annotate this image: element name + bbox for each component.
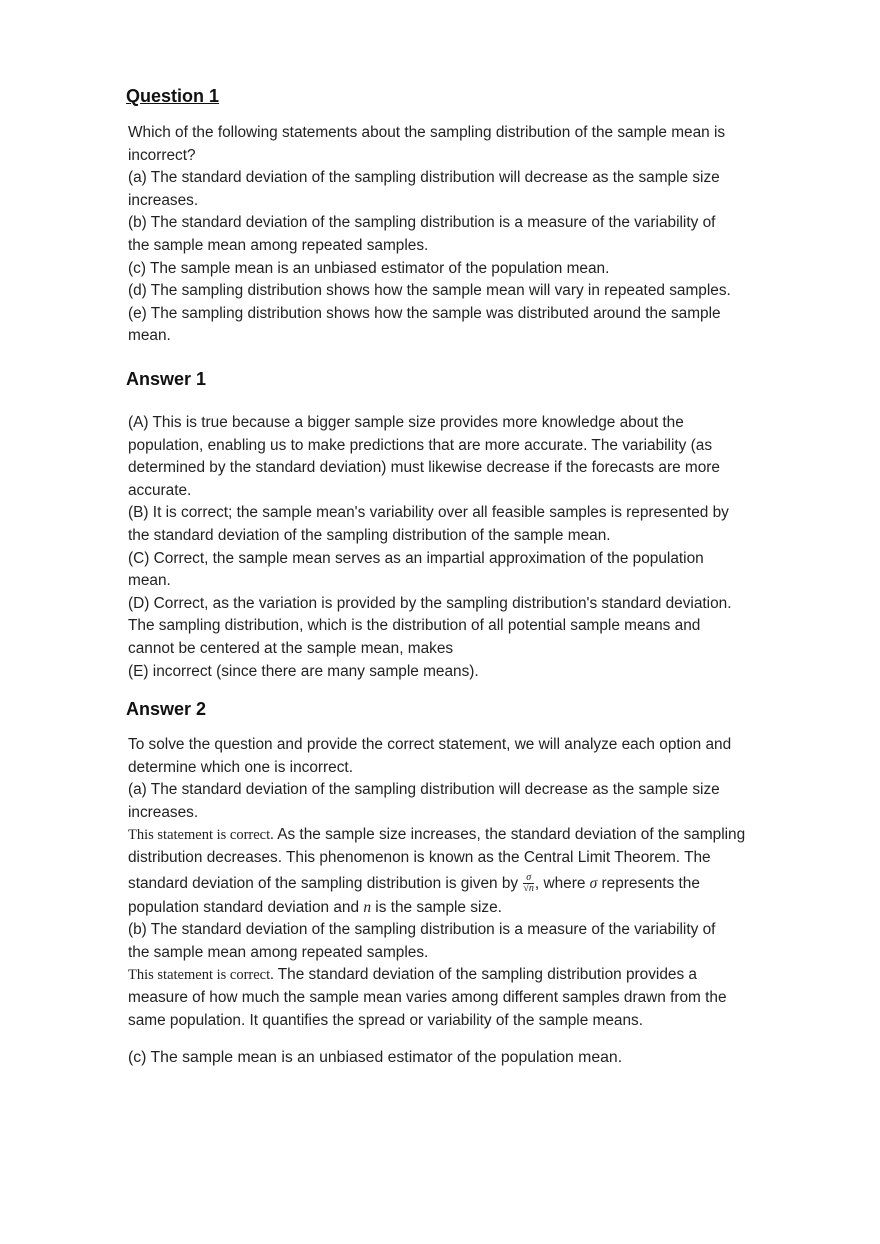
option-d: (d) The sampling distribution shows how the sample mean will vary in repeated samples. [128,282,731,300]
text-line: (C) Correct, the sample mean serves as an impartial approximation of the population [128,549,704,567]
text-span: , where [534,874,590,892]
text-line: increases. [128,803,199,821]
answer-2-heading: Answer 2 [126,699,207,719]
text-line: increases. [128,191,199,209]
text-line: (B) It is correct; the sample mean's variability over all feasible samples is represented by [128,504,729,522]
text-line: population, enabling us to make predictions that are more accurate. The variability (as [128,436,713,454]
text-line: incorrect? [128,146,196,164]
text-span: standard deviation of the sampling distribution is given by [128,874,523,892]
sigma-over-root-n-fraction [523,873,534,894]
text-line: the sample mean among repeated samples. [128,236,429,254]
text-line: distribution decreases. This phenomenon is known as the Central Limit Theorem. The [128,848,711,866]
text-line [128,897,818,920]
answer-2-body [128,734,818,1032]
option-c-line [128,1047,818,1070]
text-span: population standard deviation and [128,898,364,916]
text-line: (b) The standard deviation of the sampling distribution is a measure of the variability of [128,921,716,939]
fraction-numerator: σ [523,873,534,884]
text-span: is the sample size. [371,898,502,916]
text-line: cannot be centered at the sample mean, makes [128,639,454,657]
sigma-symbol: σ [589,874,598,892]
text-line: (A) This is true because a bigger sample size provides more knowledge about the [128,414,684,431]
text-line: (c) The sample mean is an unbiased estimator of the population mean. [128,1049,623,1066]
text-span: The standard deviation of the sampling distribution provides a [273,966,697,984]
n-symbol: n [363,898,372,916]
formula-line [128,870,818,897]
option-b: (b) The standard deviation of the sampling distribution is a measure of the variability of [128,214,716,232]
statement-verdict: This statement is correct. [128,827,274,844]
text-line: determined by the standard deviation) must likewise decrease if the forecasts are more [128,459,720,477]
text-line: the sample mean among repeated samples. [128,943,429,961]
text-span: As the sample size increases, the standard deviation of the sampling [273,826,746,844]
text-line: measure of how much the sample mean varies among different samples drawn from the [128,988,727,1006]
text-line: determine which one is incorrect. [128,758,353,776]
answer-1-body [128,412,818,683]
text-line: Which of the following statements about the sampling distribution of the sample mean is [128,124,726,141]
text-line: the standard deviation of the sampling distribution of the sample mean. [128,526,611,544]
text-line: To solve the question and provide the correct statement, we will analyze each option and [128,736,732,753]
text-line: (a) The standard deviation of the sampling distribution will decrease as the sample size [128,781,720,799]
statement-verdict: This statement is correct. [128,967,274,984]
text-line: same population. It quantifies the spread or variability of the sample means. [128,1011,644,1029]
text-line: (D) Correct, as the variation is provided by the sampling distribution's standard deviation. [128,594,732,612]
fraction-denominator: √n [523,883,534,894]
question-1-heading: Question 1 [126,86,220,106]
option-a: (a) The standard deviation of the sampling distribution will decrease as the sample size [128,169,720,187]
text-line: mean. [128,327,171,345]
text-span: represents the [597,874,700,892]
text-line: accurate. [128,481,192,499]
answer-1-heading: Answer 1 [126,369,207,389]
text-line: mean. [128,572,171,590]
option-c: (c) The sample mean is an unbiased estimator of the population mean. [128,259,610,277]
question-1-body [128,122,818,348]
text-line [128,964,818,987]
text-line [128,824,818,847]
text-line: (E) incorrect (since there are many sample means). [128,662,479,680]
option-e: (e) The sampling distribution shows how the sample was distributed around the sample [128,304,721,322]
text-line: The sampling distribution, which is the distribution of all potential sample means and [128,617,701,635]
